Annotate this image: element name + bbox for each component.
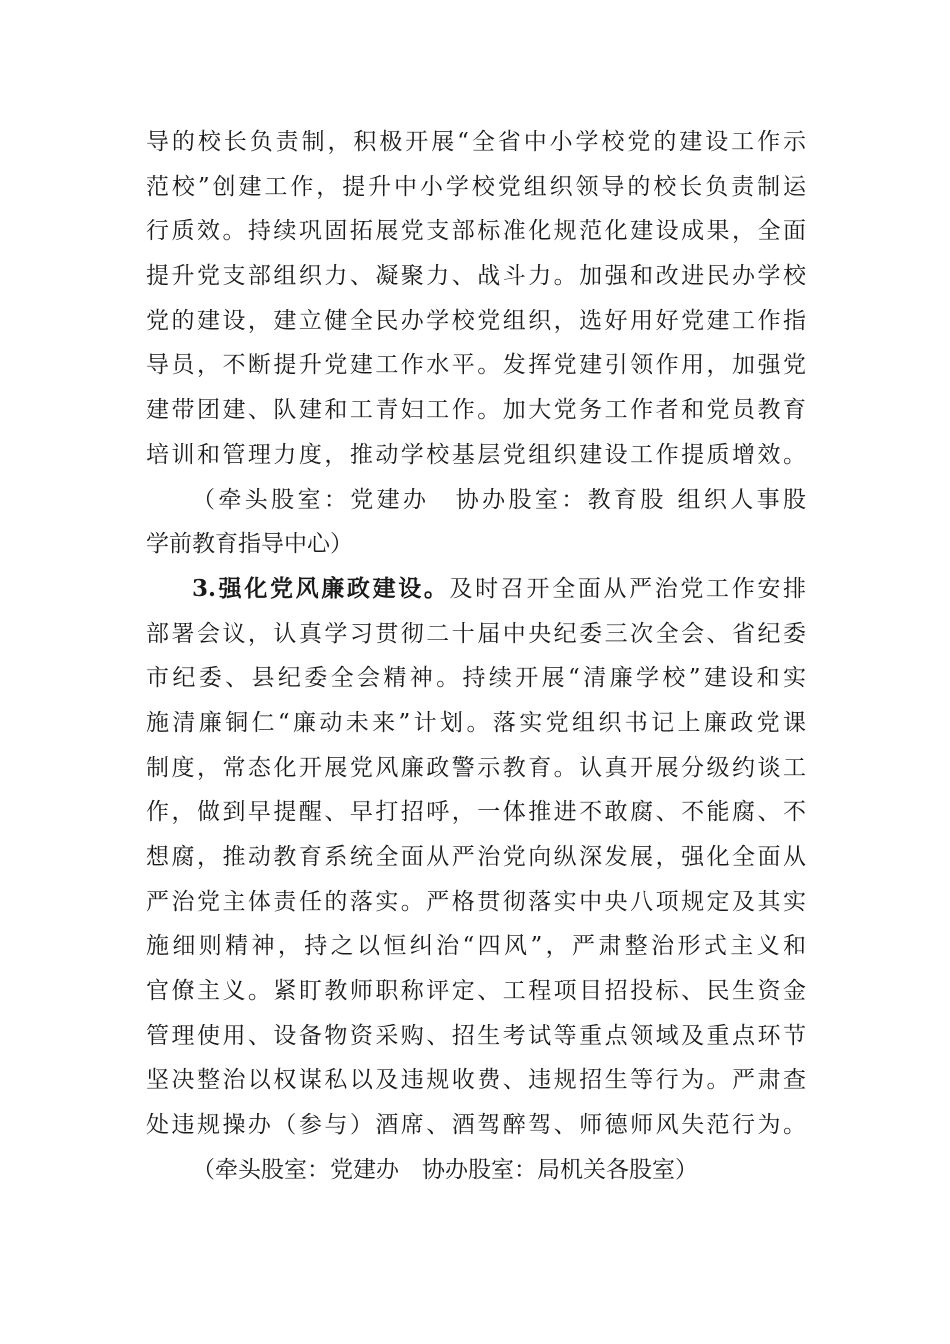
- text-line: 施细则精神，持之以恒纠治“四风”，严肃整治形式主义和: [146, 933, 806, 960]
- text-line: 培训和管理力度，推动学校基层党组织建设工作提质增效。: [146, 441, 806, 468]
- text-line: 导的校长负责制，积极开展“全省中小学校党的建设工作示: [146, 129, 806, 155]
- section-anti-corruption: [146, 567, 806, 1148]
- note-line: （牵头股室：党建办 协办股室：局机关各股室）: [192, 1156, 698, 1183]
- paragraph-party-building: [146, 120, 806, 478]
- text-line: 提升党支部组织力、凝聚力、战斗力。加强和改进民办学校: [146, 263, 806, 290]
- document-body: [146, 120, 806, 1193]
- text-line: 坚决整治以权谋私以及违规收费、违规招生等行为。严肃查: [146, 1067, 806, 1094]
- text-line: 管理使用、设备物资采购、招生考试等重点领域及重点环节: [146, 1022, 806, 1049]
- text-line: 严治党主体责任的落实。严格贯彻落实中央八项规定及其实: [146, 888, 806, 915]
- note-line: 学前教育指导中心）: [146, 531, 353, 558]
- section-heading: 3.强化党风廉政建设。: [192, 574, 450, 602]
- section-heading-rest: 及时召开全面从严治党工作安排: [449, 575, 807, 602]
- text-line: 部署会议，认真学习贯彻二十届中央纪委三次全会、省纪委: [146, 620, 806, 647]
- text-line: 行质效。持续巩固拓展党支部标准化规范化建设成果，全面: [146, 218, 806, 245]
- note-line: （牵头股室：党建办 协办股室：教育股 组织人事股: [192, 486, 806, 513]
- text-line: 想腐，推动教育系统全面从严治党向纵深发展，强化全面从: [146, 844, 806, 870]
- text-line: 建带团建、队建和工青妇工作。加大党务工作者和党员教育: [146, 397, 806, 424]
- text-line: 处违规操办（参与）酒席、酒驾醉驾、师德师风失范行为。: [146, 1112, 806, 1139]
- text-line: 官僚主义。紧盯教师职称评定、工程项目招投标、民生资金: [146, 978, 806, 1005]
- text-line: 制度，常态化开展党风廉政警示教育。认真开展分级约谈工: [146, 754, 806, 781]
- text-line: 市纪委、县纪委全会精神。持续开展“清廉学校”建设和实: [146, 665, 806, 692]
- responsibility-note: [146, 1148, 806, 1193]
- section-first-line: [146, 567, 806, 612]
- text-line: 导员，不断提升党建工作水平。发挥党建引领作用，加强党: [146, 352, 806, 379]
- text-line: 党的建设，建立健全民办学校党组织，选好用好党建工作指: [146, 307, 806, 334]
- text-line: 范校”创建工作，提升中小学校党组织领导的校长负责制运: [146, 173, 806, 200]
- text-line: 作，做到早提醒、早打招呼，一体推进不敢腐、不能腐、不: [146, 799, 806, 826]
- text-line: 施清廉铜仁“廉动未来”计划。落实党组织书记上廉政党课: [146, 709, 806, 736]
- responsibility-note: [146, 478, 806, 567]
